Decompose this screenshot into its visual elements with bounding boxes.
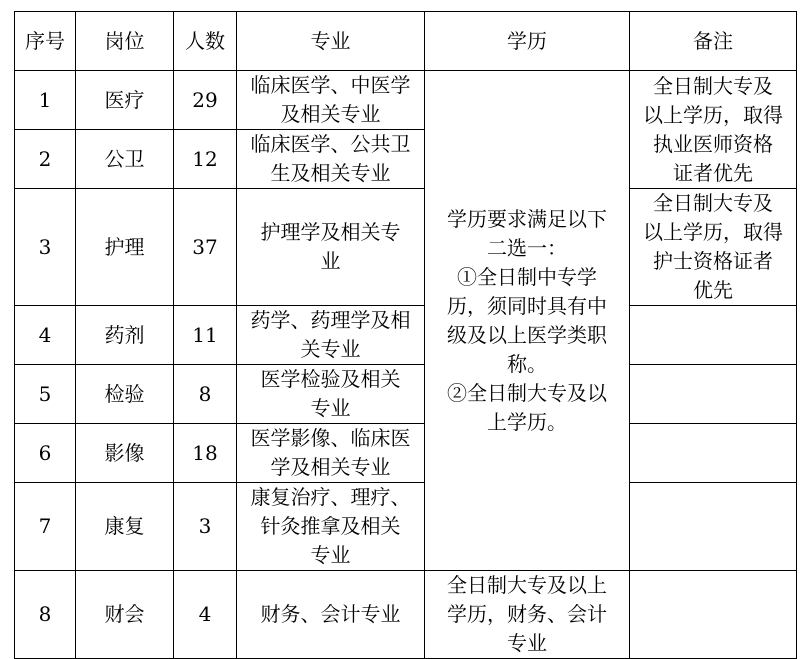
row-index: 6: [15, 424, 76, 483]
education-requirement-finance: 全日制大专及以上 学历，财务、会计 专业: [425, 571, 630, 659]
table-row: [15, 189, 797, 306]
table-row: [15, 71, 797, 130]
row-position: 康复: [76, 483, 174, 571]
remarks-empty: [630, 424, 797, 483]
row-major: 临床医学、中医学 及相关专业: [237, 71, 425, 130]
row-index: 8: [15, 571, 76, 659]
row-major: 药学、药理学及相 关专业: [237, 306, 425, 365]
remarks-nursing: 全日制大专及 以上学历，取得 护士资格证者 优先: [630, 189, 797, 306]
table-row: [15, 424, 797, 483]
table-row: [15, 571, 797, 659]
remarks-empty: [630, 571, 797, 659]
row-position: 医疗: [76, 71, 174, 130]
row-major: 医学影像、临床医 学及相关专业: [237, 424, 425, 483]
header-education: 学历: [425, 12, 630, 71]
row-count: 29: [174, 71, 237, 130]
row-major: 康复治疗、理疗、 针灸推拿及相关 专业: [237, 483, 425, 571]
row-major: 财务、会计专业: [237, 571, 425, 659]
remarks-empty: [630, 306, 797, 365]
row-position: 药剂: [76, 306, 174, 365]
row-index: 5: [15, 365, 76, 424]
row-count: 37: [174, 189, 237, 306]
header-major: 专业: [237, 12, 425, 71]
row-count: 4: [174, 571, 237, 659]
table-row: [15, 365, 797, 424]
row-count: 8: [174, 365, 237, 424]
row-count: 12: [174, 130, 237, 189]
row-index: 3: [15, 189, 76, 306]
table-row: [15, 306, 797, 365]
header-remarks: 备注: [630, 12, 797, 71]
recruitment-table: [14, 11, 797, 659]
row-major: 医学检验及相关 专业: [237, 365, 425, 424]
row-position: 财会: [76, 571, 174, 659]
row-index: 4: [15, 306, 76, 365]
remarks-medical: 全日制大专及 以上学历，取得 执业医师资格 证者优先: [630, 71, 797, 189]
row-major: 护理学及相关专 业: [237, 189, 425, 306]
row-count: 18: [174, 424, 237, 483]
row-index: 1: [15, 71, 76, 130]
row-count: 11: [174, 306, 237, 365]
table-row: [15, 483, 797, 571]
row-major: 临床医学、公共卫 生及相关专业: [237, 130, 425, 189]
remarks-empty: [630, 365, 797, 424]
header-count: 人数: [174, 12, 237, 71]
header-position: 岗位: [76, 12, 174, 71]
table-header-row: [15, 12, 797, 71]
row-position: 影像: [76, 424, 174, 483]
row-count: 3: [174, 483, 237, 571]
header-index: 序号: [15, 12, 76, 71]
row-index: 7: [15, 483, 76, 571]
row-position: 检验: [76, 365, 174, 424]
remarks-empty: [630, 483, 797, 571]
education-requirement-merged: 学历要求满足以下 二选一： ①全日制中专学 历，须同时具有中 级及以上医学类职 称。 ②全日制大专及以 上学历。: [425, 71, 630, 571]
row-position: 护理: [76, 189, 174, 306]
row-position: 公卫: [76, 130, 174, 189]
row-index: 2: [15, 130, 76, 189]
